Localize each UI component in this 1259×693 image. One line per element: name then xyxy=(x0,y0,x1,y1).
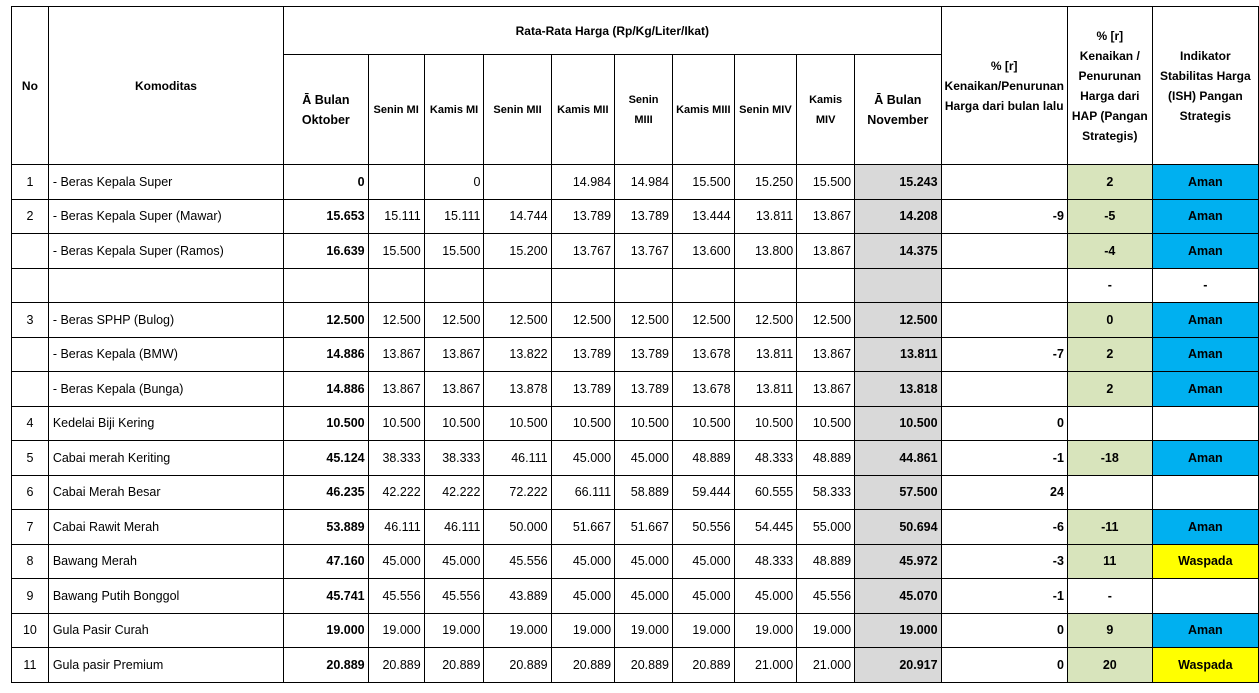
price-w6-cell: 13.678 xyxy=(673,372,735,407)
table-row xyxy=(12,199,1259,234)
price-w4-cell: 45.000 xyxy=(551,544,614,579)
price-w4-cell: 13.789 xyxy=(551,337,614,372)
table-row xyxy=(12,234,1259,269)
price-w3-cell xyxy=(484,165,551,200)
price-w3-cell: 46.111 xyxy=(484,441,551,476)
price-w2-cell: 12.500 xyxy=(424,303,484,338)
price-w5-cell: 14.984 xyxy=(615,165,673,200)
table-row xyxy=(12,648,1259,683)
change-hap-cell: -11 xyxy=(1067,510,1152,545)
price-w1-cell xyxy=(368,165,424,200)
price-w4-cell: 45.000 xyxy=(551,441,614,476)
row-no-cell: 4 xyxy=(12,406,49,441)
price-w1-cell: 20.889 xyxy=(368,648,424,683)
price-w8-cell: 48.889 xyxy=(797,441,855,476)
price-w5-cell: 58.889 xyxy=(615,475,673,510)
change-month-cell xyxy=(941,372,1067,407)
price-w7-cell: 15.250 xyxy=(734,165,797,200)
price-w6-cell xyxy=(673,268,735,303)
price-w7-cell: 48.333 xyxy=(734,441,797,476)
price-w8-cell xyxy=(797,268,855,303)
price-nov-cell: 14.375 xyxy=(855,234,941,269)
price-w5-cell: 45.000 xyxy=(615,441,673,476)
komoditas-cell: Cabai Rawit Merah xyxy=(48,510,283,545)
price-w7-cell: 13.811 xyxy=(734,372,797,407)
price-w5-cell xyxy=(615,268,673,303)
price-w3-cell: 13.878 xyxy=(484,372,551,407)
price-w7-cell: 19.000 xyxy=(734,613,797,648)
table-row xyxy=(12,544,1259,579)
price-w1-cell: 45.000 xyxy=(368,544,424,579)
price-okt-cell: 47.160 xyxy=(284,544,369,579)
header-change-hap: % [r] Kenaikan / Penurunan Harga dari HAP (Pangan Strategis) xyxy=(1067,7,1152,165)
price-w5-cell: 45.000 xyxy=(615,579,673,614)
price-okt-cell: 10.500 xyxy=(284,406,369,441)
price-okt-cell: 53.889 xyxy=(284,510,369,545)
price-w5-cell: 12.500 xyxy=(615,303,673,338)
price-w8-cell: 58.333 xyxy=(797,475,855,510)
ish-status-cell: Aman xyxy=(1152,337,1258,372)
price-w7-cell: 45.000 xyxy=(734,579,797,614)
price-w2-cell: 45.000 xyxy=(424,544,484,579)
price-w7-cell: 60.555 xyxy=(734,475,797,510)
price-w5-cell: 13.789 xyxy=(615,337,673,372)
row-no-cell xyxy=(12,234,49,269)
change-month-cell: -9 xyxy=(941,199,1067,234)
header-change-month: % [r] Kenaikan/Penurunan Harga dari bulan lalu xyxy=(941,7,1067,165)
table-row xyxy=(12,475,1259,510)
komoditas-cell: - Beras Kepala Super (Ramos) xyxy=(48,234,283,269)
header-col-w3: Senin MII xyxy=(484,55,551,165)
price-w1-cell: 38.333 xyxy=(368,441,424,476)
price-w7-cell: 13.811 xyxy=(734,337,797,372)
ish-status-cell: Waspada xyxy=(1152,544,1258,579)
price-nov-cell: 15.243 xyxy=(855,165,941,200)
price-w8-cell: 13.867 xyxy=(797,372,855,407)
price-w8-cell: 21.000 xyxy=(797,648,855,683)
price-w8-cell: 19.000 xyxy=(797,613,855,648)
price-nov-cell: 44.861 xyxy=(855,441,941,476)
price-okt-cell xyxy=(284,268,369,303)
price-w1-cell: 15.500 xyxy=(368,234,424,269)
price-nov-cell: 19.000 xyxy=(855,613,941,648)
ish-status-cell: Aman xyxy=(1152,613,1258,648)
table-row xyxy=(12,510,1259,545)
komoditas-cell: Bawang Merah xyxy=(48,544,283,579)
price-w6-cell: 45.000 xyxy=(673,544,735,579)
price-w6-cell: 12.500 xyxy=(673,303,735,338)
price-w8-cell: 15.500 xyxy=(797,165,855,200)
table-row xyxy=(12,441,1259,476)
change-hap-cell: -18 xyxy=(1067,441,1152,476)
row-no-cell xyxy=(12,337,49,372)
change-month-cell xyxy=(941,234,1067,269)
price-w6-cell: 59.444 xyxy=(673,475,735,510)
change-hap-cell: 9 xyxy=(1067,613,1152,648)
price-okt-cell: 16.639 xyxy=(284,234,369,269)
price-w6-cell: 20.889 xyxy=(673,648,735,683)
header-group-title: Rata-Rata Harga (Rp/Kg/Liter/Ikat) xyxy=(284,7,941,55)
price-okt-cell: 12.500 xyxy=(284,303,369,338)
change-month-cell xyxy=(941,165,1067,200)
price-w3-cell: 13.822 xyxy=(484,337,551,372)
price-w7-cell: 12.500 xyxy=(734,303,797,338)
change-month-cell xyxy=(941,303,1067,338)
price-w8-cell: 45.556 xyxy=(797,579,855,614)
price-w5-cell: 10.500 xyxy=(615,406,673,441)
change-hap-cell: 2 xyxy=(1067,165,1152,200)
price-okt-cell: 14.886 xyxy=(284,372,369,407)
change-month-cell: -1 xyxy=(941,441,1067,476)
price-nov-cell: 10.500 xyxy=(855,406,941,441)
price-w3-cell: 14.744 xyxy=(484,199,551,234)
price-w3-cell: 20.889 xyxy=(484,648,551,683)
change-hap-cell: 20 xyxy=(1067,648,1152,683)
komoditas-cell: Cabai merah Keriting xyxy=(48,441,283,476)
price-w8-cell: 48.889 xyxy=(797,544,855,579)
price-w2-cell: 0 xyxy=(424,165,484,200)
price-w2-cell: 13.867 xyxy=(424,337,484,372)
table-row xyxy=(12,268,1259,303)
ish-status-cell: Aman xyxy=(1152,510,1258,545)
price-w6-cell: 50.556 xyxy=(673,510,735,545)
price-w4-cell: 14.984 xyxy=(551,165,614,200)
price-w4-cell: 10.500 xyxy=(551,406,614,441)
header-ish: Indikator Stabilitas Harga (ISH) Pangan Strategis xyxy=(1152,7,1258,165)
row-no-cell: 10 xyxy=(12,613,49,648)
price-w3-cell: 43.889 xyxy=(484,579,551,614)
change-hap-cell xyxy=(1067,475,1152,510)
price-w4-cell: 13.789 xyxy=(551,199,614,234)
price-okt-cell: 45.124 xyxy=(284,441,369,476)
price-w7-cell: 13.811 xyxy=(734,199,797,234)
price-w4-cell xyxy=(551,268,614,303)
price-w4-cell: 19.000 xyxy=(551,613,614,648)
komoditas-cell: - Beras SPHP (Bulog) xyxy=(48,303,283,338)
price-w4-cell: 66.111 xyxy=(551,475,614,510)
price-w5-cell: 13.789 xyxy=(615,199,673,234)
header-komoditas: Komoditas xyxy=(48,7,283,165)
price-w7-cell: 48.333 xyxy=(734,544,797,579)
header-col-w5: Senin MIII xyxy=(615,55,673,165)
header-col-okt: Ā Bulan Oktober xyxy=(284,55,369,165)
table-row xyxy=(12,406,1259,441)
price-w7-cell xyxy=(734,268,797,303)
price-nov-cell xyxy=(855,268,941,303)
price-okt-cell: 46.235 xyxy=(284,475,369,510)
ish-status-cell: Waspada xyxy=(1152,648,1258,683)
row-no-cell: 3 xyxy=(12,303,49,338)
header-col-w6: Kamis MIII xyxy=(673,55,735,165)
komoditas-cell xyxy=(48,268,283,303)
header-col-w4: Kamis MII xyxy=(551,55,614,165)
table-row xyxy=(12,579,1259,614)
price-w7-cell: 13.800 xyxy=(734,234,797,269)
change-hap-cell: 2 xyxy=(1067,372,1152,407)
change-month-cell: -6 xyxy=(941,510,1067,545)
price-w8-cell: 13.867 xyxy=(797,234,855,269)
price-w6-cell: 13.600 xyxy=(673,234,735,269)
change-hap-cell: -5 xyxy=(1067,199,1152,234)
price-w2-cell: 15.111 xyxy=(424,199,484,234)
price-w5-cell: 45.000 xyxy=(615,544,673,579)
price-w3-cell: 10.500 xyxy=(484,406,551,441)
price-w5-cell: 20.889 xyxy=(615,648,673,683)
price-w3-cell: 50.000 xyxy=(484,510,551,545)
price-nov-cell: 13.811 xyxy=(855,337,941,372)
price-okt-cell: 14.886 xyxy=(284,337,369,372)
change-hap-cell: 0 xyxy=(1067,303,1152,338)
ish-status-cell xyxy=(1152,475,1258,510)
ish-status-cell: Aman xyxy=(1152,303,1258,338)
price-w1-cell: 46.111 xyxy=(368,510,424,545)
price-w3-cell xyxy=(484,268,551,303)
change-hap-cell: 2 xyxy=(1067,337,1152,372)
price-w1-cell: 13.867 xyxy=(368,337,424,372)
komoditas-cell: Gula pasir Premium xyxy=(48,648,283,683)
price-nov-cell: 12.500 xyxy=(855,303,941,338)
price-okt-cell: 0 xyxy=(284,165,369,200)
price-w6-cell: 48.889 xyxy=(673,441,735,476)
komoditas-cell: - Beras Kepala Super (Mawar) xyxy=(48,199,283,234)
row-no-cell: 1 xyxy=(12,165,49,200)
price-w1-cell: 10.500 xyxy=(368,406,424,441)
komoditas-cell: - Beras Kepala Super xyxy=(48,165,283,200)
price-nov-cell: 45.972 xyxy=(855,544,941,579)
price-w2-cell: 15.500 xyxy=(424,234,484,269)
price-w6-cell: 45.000 xyxy=(673,579,735,614)
row-no-cell xyxy=(12,268,49,303)
price-w2-cell: 38.333 xyxy=(424,441,484,476)
change-month-cell: -3 xyxy=(941,544,1067,579)
komoditas-cell: Cabai Merah Besar xyxy=(48,475,283,510)
price-w7-cell: 10.500 xyxy=(734,406,797,441)
ish-status-cell: Aman xyxy=(1152,165,1258,200)
price-w6-cell: 13.678 xyxy=(673,337,735,372)
price-w6-cell: 13.444 xyxy=(673,199,735,234)
price-w5-cell: 51.667 xyxy=(615,510,673,545)
change-month-cell: -1 xyxy=(941,579,1067,614)
table-row xyxy=(12,337,1259,372)
ish-status-cell xyxy=(1152,406,1258,441)
price-w6-cell: 19.000 xyxy=(673,613,735,648)
header-col-w1: Senin MI xyxy=(368,55,424,165)
price-w7-cell: 54.445 xyxy=(734,510,797,545)
price-w1-cell: 12.500 xyxy=(368,303,424,338)
change-month-cell xyxy=(941,268,1067,303)
price-nov-cell: 50.694 xyxy=(855,510,941,545)
table-row xyxy=(12,372,1259,407)
komoditas-cell: Kedelai Biji Kering xyxy=(48,406,283,441)
price-w2-cell: 42.222 xyxy=(424,475,484,510)
row-no-cell: 5 xyxy=(12,441,49,476)
price-w2-cell: 13.867 xyxy=(424,372,484,407)
row-no-cell: 2 xyxy=(12,199,49,234)
row-no-cell: 9 xyxy=(12,579,49,614)
price-w3-cell: 15.200 xyxy=(484,234,551,269)
price-w4-cell: 20.889 xyxy=(551,648,614,683)
price-w3-cell: 12.500 xyxy=(484,303,551,338)
komoditas-cell: Bawang Putih Bonggol xyxy=(48,579,283,614)
ish-status-cell xyxy=(1152,579,1258,614)
price-nov-cell: 20.917 xyxy=(855,648,941,683)
ish-status-cell: Aman xyxy=(1152,199,1258,234)
header-col-w7: Senin MIV xyxy=(734,55,797,165)
price-w8-cell: 55.000 xyxy=(797,510,855,545)
price-w2-cell: 45.556 xyxy=(424,579,484,614)
change-hap-cell: - xyxy=(1067,579,1152,614)
table-row xyxy=(12,165,1259,200)
price-okt-cell: 45.741 xyxy=(284,579,369,614)
price-w2-cell: 19.000 xyxy=(424,613,484,648)
price-w5-cell: 19.000 xyxy=(615,613,673,648)
price-w8-cell: 13.867 xyxy=(797,337,855,372)
ish-status-cell: Aman xyxy=(1152,372,1258,407)
price-w1-cell: 45.556 xyxy=(368,579,424,614)
ish-status-cell: Aman xyxy=(1152,441,1258,476)
komoditas-cell: Gula Pasir Curah xyxy=(48,613,283,648)
price-w3-cell: 72.222 xyxy=(484,475,551,510)
table-row xyxy=(12,303,1259,338)
price-w4-cell: 45.000 xyxy=(551,579,614,614)
change-hap-cell: - xyxy=(1067,268,1152,303)
price-okt-cell: 20.889 xyxy=(284,648,369,683)
price-w1-cell: 42.222 xyxy=(368,475,424,510)
price-w6-cell: 15.500 xyxy=(673,165,735,200)
price-w2-cell: 46.111 xyxy=(424,510,484,545)
price-w3-cell: 19.000 xyxy=(484,613,551,648)
header-col-nov: Ā Bulan November xyxy=(855,55,941,165)
row-no-cell: 7 xyxy=(12,510,49,545)
price-okt-cell: 19.000 xyxy=(284,613,369,648)
price-w8-cell: 10.500 xyxy=(797,406,855,441)
price-w2-cell: 10.500 xyxy=(424,406,484,441)
price-w3-cell: 45.556 xyxy=(484,544,551,579)
price-w8-cell: 13.867 xyxy=(797,199,855,234)
price-nov-cell: 14.208 xyxy=(855,199,941,234)
header-col-w8: Kamis MIV xyxy=(797,55,855,165)
ish-status-cell: - xyxy=(1152,268,1258,303)
row-no-cell: 11 xyxy=(12,648,49,683)
change-month-cell: -7 xyxy=(941,337,1067,372)
header-no: No xyxy=(12,7,49,165)
price-w1-cell: 19.000 xyxy=(368,613,424,648)
change-month-cell: 0 xyxy=(941,406,1067,441)
price-nov-cell: 45.070 xyxy=(855,579,941,614)
row-no-cell: 6 xyxy=(12,475,49,510)
price-okt-cell: 15.653 xyxy=(284,199,369,234)
price-nov-cell: 13.818 xyxy=(855,372,941,407)
change-hap-cell xyxy=(1067,406,1152,441)
price-nov-cell: 57.500 xyxy=(855,475,941,510)
price-w1-cell: 15.111 xyxy=(368,199,424,234)
price-w1-cell: 13.867 xyxy=(368,372,424,407)
price-w7-cell: 21.000 xyxy=(734,648,797,683)
price-w8-cell: 12.500 xyxy=(797,303,855,338)
change-hap-cell: -4 xyxy=(1067,234,1152,269)
komoditas-cell: - Beras Kepala (BMW) xyxy=(48,337,283,372)
row-no-cell: 8 xyxy=(12,544,49,579)
header-col-w2: Kamis MI xyxy=(424,55,484,165)
price-w6-cell: 10.500 xyxy=(673,406,735,441)
price-w2-cell: 20.889 xyxy=(424,648,484,683)
price-w5-cell: 13.789 xyxy=(615,372,673,407)
komoditas-cell: - Beras Kepala (Bunga) xyxy=(48,372,283,407)
change-month-cell: 0 xyxy=(941,613,1067,648)
price-w5-cell: 13.767 xyxy=(615,234,673,269)
price-w4-cell: 13.789 xyxy=(551,372,614,407)
price-w4-cell: 12.500 xyxy=(551,303,614,338)
price-w4-cell: 13.767 xyxy=(551,234,614,269)
table-body xyxy=(12,165,1259,683)
price-w2-cell xyxy=(424,268,484,303)
table-row xyxy=(12,613,1259,648)
price-table xyxy=(11,6,1259,683)
change-month-cell: 24 xyxy=(941,475,1067,510)
price-w4-cell: 51.667 xyxy=(551,510,614,545)
price-w1-cell xyxy=(368,268,424,303)
change-hap-cell: 11 xyxy=(1067,544,1152,579)
ish-status-cell: Aman xyxy=(1152,234,1258,269)
change-month-cell: 0 xyxy=(941,648,1067,683)
row-no-cell xyxy=(12,372,49,407)
